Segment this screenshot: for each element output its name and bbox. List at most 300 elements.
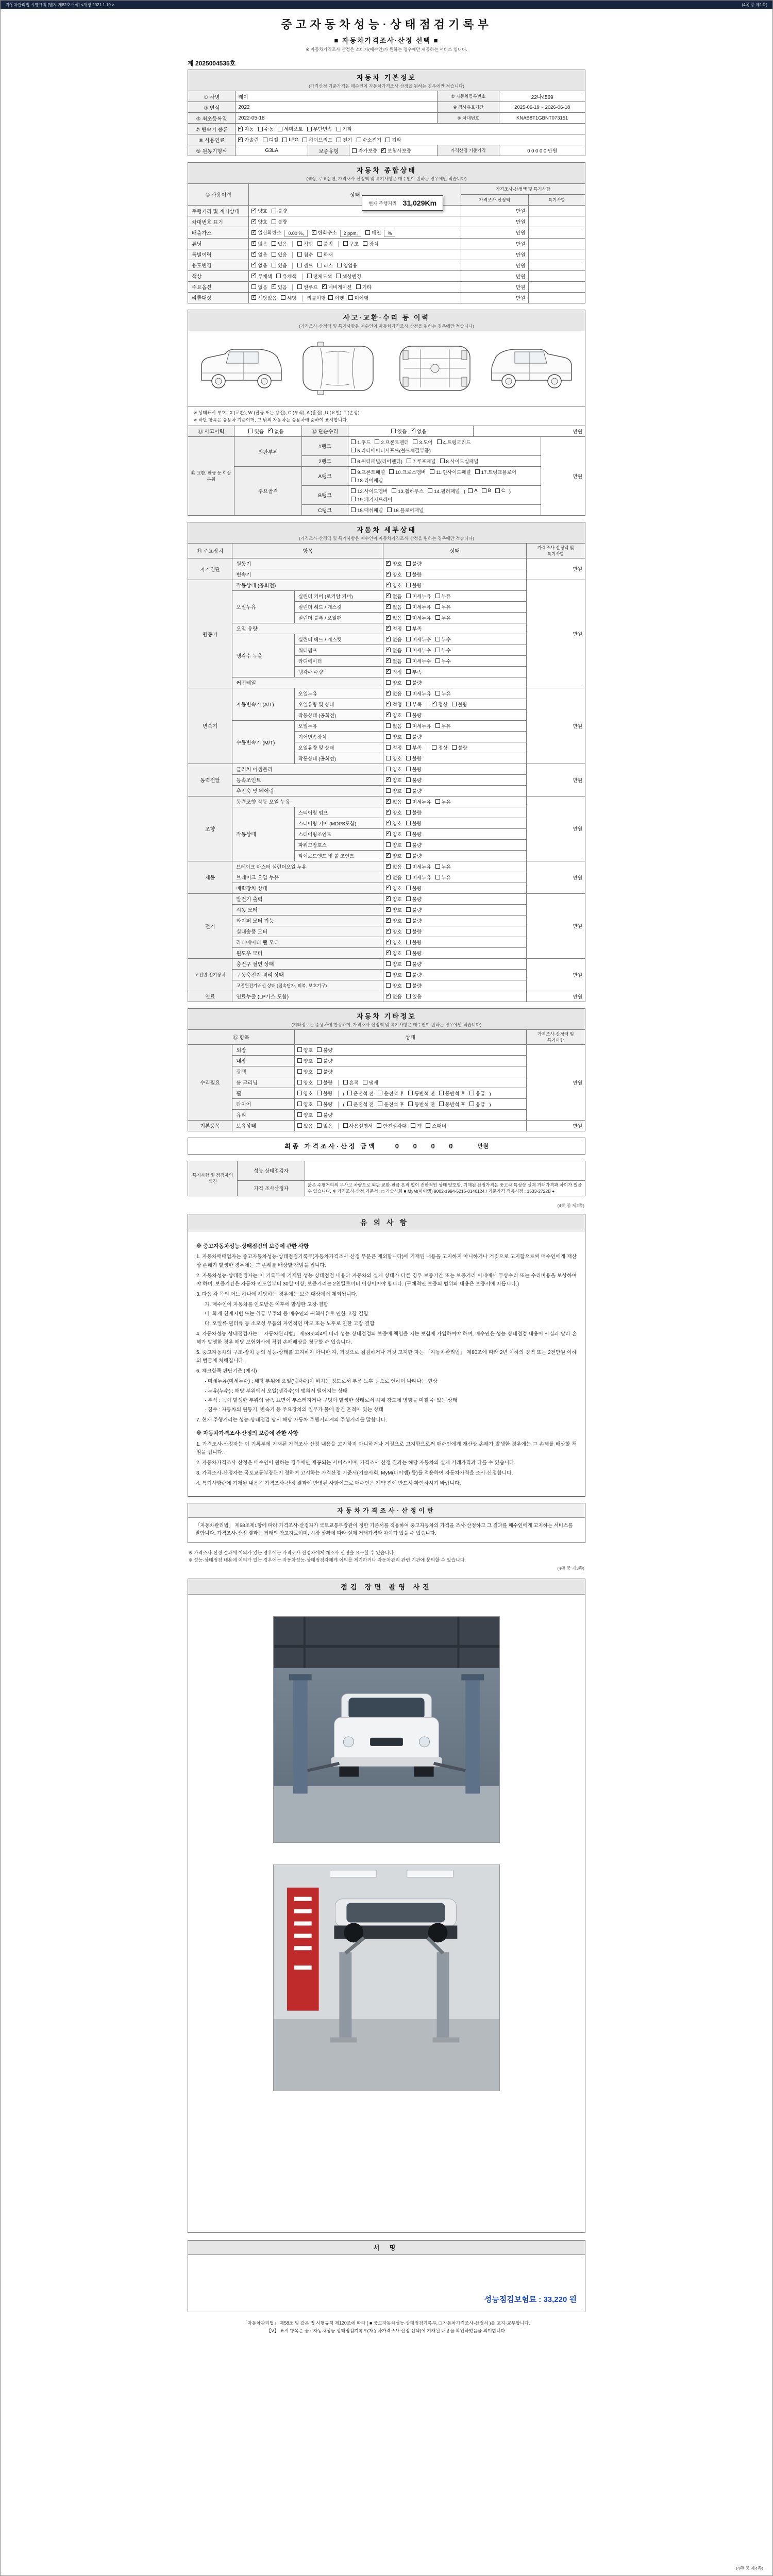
checkbox-box-icon <box>469 1091 474 1095</box>
cell: 수동변속기 (M/T) <box>232 720 294 764</box>
checkbox-box-icon <box>386 745 391 750</box>
checkbox-없음[interactable]: ✓ 없음 <box>251 251 267 258</box>
checkbox-누유[interactable]: 누유 <box>435 798 451 805</box>
cell: ⑫ 단순수리 <box>301 426 348 436</box>
checkbox-운전석 전[interactable]: 운전석 전 <box>347 1100 374 1108</box>
checkbox-box-icon <box>251 241 256 246</box>
checkbox-미세누유[interactable]: 미세누유 <box>406 592 431 600</box>
page-marker-3: (4쪽 중 제3쪽) <box>557 1565 584 1571</box>
checkbox-없음[interactable]: ✓ 없음 <box>251 240 267 247</box>
checkbox-불법[interactable]: 불법 <box>317 240 333 247</box>
notice-paragraph: 3. 다음 각 목의 어느 하나에 해당하는 경우에는 보증 대상에서 제외됩니다. <box>196 1292 358 1298</box>
checkbox-없음[interactable]: 없음 <box>251 283 267 291</box>
checkbox-box-icon <box>377 1123 381 1128</box>
cell: 구동축전지 격리 상태 <box>232 969 383 980</box>
checkbox-box-icon <box>272 284 276 289</box>
checkbox-전기[interactable]: 전기 <box>337 136 352 143</box>
checkbox-잭[interactable]: 잭 <box>411 1122 422 1129</box>
cell: 냉각수 누출 <box>232 634 294 677</box>
signature-area[interactable] <box>188 2255 585 2312</box>
checkbox-box-icon <box>386 648 391 652</box>
checkbox-부족[interactable]: 부족 <box>406 668 422 675</box>
section-notice <box>188 1214 585 1497</box>
checkbox-양호[interactable]: ✓ 양호 <box>386 928 401 935</box>
notice-paragraph: 1. 가격조사·산정자는 이 기록부에 기재된 가격조사·산정 내용을 고지하지 아니하거나 거짓으로 고지함으로써 매수인에게 재산상 손해가 발생한 경우에는 그 손해를 배상할 책임을 집니다. <box>196 1441 577 1455</box>
checkbox-불량[interactable]: 불량 <box>406 776 422 784</box>
notice-paragraph: 5. 중고자동차의 구조·장치 등의 성능·상태를 고지하지 아니한 자, 거짓으로 점검하거나 거짓 고지한 자는 「자동차관리법」 제80조에 따라 2년 이하의 징역 또는 2천만원 이하의 벌금에 처해집니다. <box>196 1350 577 1364</box>
checkbox-B[interactable]: B <box>482 488 491 494</box>
checkbox-없음[interactable]: ✓ 없음 <box>386 874 401 881</box>
cell <box>383 785 526 796</box>
checkbox-자동[interactable]: ✓ 자동 <box>238 125 254 132</box>
checkbox-불량[interactable]: 불량 <box>406 971 422 978</box>
cell: 용도변경 <box>188 260 249 270</box>
cell: 주행거리 및 계기상태 <box>188 206 249 216</box>
checkbox-누수[interactable]: 누수 <box>435 647 451 654</box>
cell: 수리필요 <box>188 1044 232 1120</box>
checkbox-없음[interactable]: ✓ 없음 <box>386 993 401 1000</box>
checkbox-box-icon <box>406 951 411 955</box>
checkbox-양호[interactable]: ✓ 양호 <box>386 852 401 859</box>
checkbox-미세누유[interactable]: 미세누유 <box>406 614 431 621</box>
checkbox-흔적[interactable]: 흔적 <box>343 1079 359 1086</box>
checkbox-정상[interactable]: ✓ 정상 <box>432 701 447 708</box>
checkbox-매연[interactable]: 매연 <box>365 229 381 236</box>
checkbox-자가보증[interactable]: 자가보증 <box>352 147 377 154</box>
section-title: 자동차 종합상태 <box>357 166 416 174</box>
checkbox-2.프론트펜더[interactable]: 2.프론트펜더 <box>375 438 409 446</box>
checkbox-box-icon <box>276 274 281 278</box>
checkbox-수동[interactable]: 수동 <box>258 125 274 132</box>
checkbox-누유[interactable]: 누유 <box>435 603 451 611</box>
checkbox-없음[interactable]: ✓ 없음 <box>386 614 401 621</box>
cell: 실린더 헤드 / 개스킷 <box>294 634 383 645</box>
checkbox-box-icon <box>278 127 282 131</box>
checkbox-없음[interactable]: 없음 <box>317 1122 332 1129</box>
checkbox-미세누수[interactable]: 미세누수 <box>406 657 431 665</box>
cell: 자동변속기 (A/T) <box>232 688 294 720</box>
checkbox-17.트렁크플로어[interactable]: 17.트렁크플로어 <box>475 468 516 476</box>
checkbox-있음[interactable]: ✓ 있음 <box>272 283 287 291</box>
checkbox-해당[interactable]: 해당 <box>281 294 296 301</box>
checkbox-불량[interactable]: 불량 <box>406 679 422 686</box>
checkbox-있음[interactable]: 있음 <box>391 428 407 435</box>
checkbox-누유[interactable]: 누유 <box>435 614 451 621</box>
checkbox-기타[interactable]: 기타 <box>385 136 401 143</box>
checkbox-불량[interactable]: 불량 <box>317 1079 332 1086</box>
notice-body <box>188 1231 585 1496</box>
checkbox-적정[interactable]: ✓ 적정 <box>386 701 401 708</box>
cell: ⑧ 사용연료 <box>188 134 236 145</box>
checkbox-box-icon <box>386 842 391 847</box>
checkbox-양호[interactable]: 양호 <box>297 1100 313 1108</box>
page-marker-4: (4쪽 중 제4쪽) <box>736 2566 763 2571</box>
cell <box>249 238 461 249</box>
checkbox-box-icon <box>386 637 391 641</box>
checkbox-18.리어패널[interactable]: 18.리어패널 <box>351 477 383 484</box>
checkbox-적법[interactable]: 적법 <box>297 240 313 247</box>
checkbox-5.라디에이터서포트(볼트체결부품)[interactable]: 5.라디에이터서포트(볼트체결부품) <box>351 447 431 454</box>
notice-paragraph: 2. 자동차성능·상태점검자는 이 기록부에 기재된 성능·상태점검 내용과 자동차의 실제 상태가 다른 경우 보증기간 또는 보증거리 이내에서 무상수리 또는 수리비용을 보상하여야 하며, 보증기간은 자동차 인도일부터 30일 이상, 보증거리는 2천킬로미터 이상이어야 합니다. (구체적인 보증의 범위와 내용은 보증서에 따릅니다.) <box>196 1273 577 1287</box>
checkbox-11.인사이드패널[interactable]: 11.인사이드패널 <box>430 468 471 476</box>
checkbox-양호[interactable]: 양호 <box>386 679 401 686</box>
checkbox-양호[interactable]: 양호 <box>386 766 401 773</box>
checkbox-양호[interactable]: 양호 <box>297 1111 313 1118</box>
checkbox-없음[interactable]: ✓ 없음 <box>386 657 401 665</box>
checkbox-하이브리드[interactable]: 하이브리드 <box>303 136 332 143</box>
checkbox-box-icon <box>263 138 267 142</box>
checkbox-적정[interactable]: ✓ 적정 <box>386 668 401 675</box>
checkbox-box-icon <box>406 777 411 782</box>
checkbox-양호[interactable]: 양호 <box>297 1068 313 1075</box>
cell <box>383 850 526 861</box>
checkbox-부족[interactable]: 부족 <box>406 744 422 751</box>
checkbox-수소전기[interactable]: 수소전기 <box>357 136 382 143</box>
inspector-opinions <box>188 1161 585 1197</box>
cell: 작동상태 <box>232 807 294 861</box>
cell: 만원 <box>461 206 529 216</box>
checkbox-불량[interactable]: 불량 <box>406 906 422 913</box>
cell <box>383 991 526 1002</box>
legend-line-1: ※ 상태표시 부호 : X (교환), W (판금 또는 용접), C (부식), A (흠집), U (요철), T (손상) <box>193 410 360 415</box>
checkbox-box-icon <box>351 448 356 452</box>
checkbox-양호[interactable]: ✓ 양호 <box>386 776 401 784</box>
checkbox-없음[interactable]: ✓ 없음 <box>268 428 283 435</box>
checkbox-불량[interactable]: 불량 <box>272 207 287 214</box>
checkbox-영업용[interactable]: 영업용 <box>337 262 358 269</box>
cell: 주요골격 <box>234 466 302 515</box>
checkbox-동반석 후[interactable]: 동반석 후 <box>439 1090 465 1097</box>
checkbox-적정[interactable]: 적정 <box>386 744 401 751</box>
checkbox-양호[interactable]: 양호 <box>386 755 401 762</box>
checkbox-양호[interactable]: ✓ 양호 <box>386 711 401 719</box>
checkbox-불량[interactable]: 불량 <box>272 218 287 225</box>
checkbox-8.사이드실패널[interactable]: 8.사이드실패널 <box>440 457 479 465</box>
checkbox-미세누유[interactable]: 미세누유 <box>406 690 431 697</box>
cell: 양호 불량 ( 운전석 전 운전석 후 동반석 전 동반석 후 응급 ) <box>294 1088 526 1098</box>
checkbox-없음[interactable]: ✓ 없음 <box>411 428 426 435</box>
cell: 만원 <box>461 260 529 270</box>
checkbox-양호[interactable]: ✓ 양호 <box>386 950 401 957</box>
checkbox-불량[interactable]: 불량 <box>406 766 422 773</box>
cell: 만원 <box>526 958 585 991</box>
cell: 만원 <box>526 688 585 764</box>
checkbox-LPG[interactable]: LPG <box>282 137 298 143</box>
checkbox-누유[interactable]: 누유 <box>435 722 451 730</box>
checkbox-네비게이션[interactable]: ✓ 네비게이션 <box>322 283 352 291</box>
cell <box>383 980 526 991</box>
checkbox-box-icon <box>386 799 391 804</box>
cell <box>383 655 526 666</box>
checkbox-없음[interactable]: ✓ 없음 <box>386 863 401 870</box>
checkbox-미세누수[interactable]: 미세누수 <box>406 647 431 654</box>
checkbox-미세누유[interactable]: 미세누유 <box>406 863 431 870</box>
checkbox-있음[interactable]: 있음 <box>272 251 287 258</box>
checkbox-없음[interactable]: ✓ 없음 <box>386 647 401 654</box>
page-subtitle-note: ※ 자동차가격조사·산정은 소비자(매수인)가 원하는 경우에만 제공하는 서비스 입니다. <box>306 47 467 52</box>
checkbox-불량[interactable]: 불량 <box>406 950 422 957</box>
checkbox-화재[interactable]: 화재 <box>317 251 333 258</box>
checkbox-불량[interactable]: 불량 <box>317 1046 332 1054</box>
checkbox-불량[interactable]: 불량 <box>406 787 422 794</box>
checkbox-운전석 후[interactable]: 운전석 후 <box>378 1090 404 1097</box>
checkbox-box-icon <box>343 1080 348 1084</box>
checkbox-사용설명서[interactable]: 사용설명서 <box>343 1122 373 1129</box>
checkbox-불량[interactable]: 불량 <box>317 1100 332 1108</box>
checkbox-불량[interactable]: 불량 <box>406 895 422 903</box>
checkbox-box-icon <box>386 604 391 609</box>
checkbox-탄화수소[interactable]: ✓ 탄화수소 <box>312 229 337 236</box>
checkbox-미세누수[interactable]: 미세누수 <box>406 636 431 643</box>
checkbox-양호[interactable]: ✓ 양호 <box>386 582 401 589</box>
checkbox-없음[interactable]: ✓ 없음 <box>251 262 267 269</box>
section-etc-header <box>188 1008 585 1029</box>
checkbox-세미오토[interactable]: 세미오토 <box>278 125 303 132</box>
checkbox-1.후드[interactable]: 1.후드 <box>351 438 371 446</box>
checkbox-있음[interactable]: 있음 <box>272 262 287 269</box>
checkbox-불량[interactable]: 불량 <box>317 1111 332 1118</box>
checkbox-냄새[interactable]: 냄새 <box>363 1079 378 1086</box>
checkbox-무채색[interactable]: ✓ 무채색 <box>251 273 272 280</box>
cell <box>383 872 526 883</box>
checkbox-불량[interactable]: 불량 <box>406 733 422 740</box>
checkbox-7.루프패널[interactable]: 7.루프패널 <box>407 457 436 465</box>
checkbox-box-icon <box>435 604 440 609</box>
checkbox-box-icon <box>386 777 391 782</box>
cell <box>383 828 526 839</box>
notice-paragraph: 3. 가격조사·산정자는 국토교통부장관이 정하여 고시하는 가격산정 기준서(기술사회, MyM(마이엠) 등)를 적용하여 자동차가격을 조사·산정합니다. <box>196 1470 513 1477</box>
checkbox-불량[interactable]: 불량 <box>406 560 422 567</box>
checkbox-box-icon <box>303 138 307 142</box>
checkbox-양호[interactable]: 양호 <box>386 841 401 849</box>
checkbox-양호[interactable]: 양호 <box>386 960 401 968</box>
checkbox-불량[interactable]: 불량 <box>406 809 422 816</box>
checkbox-안전삼각대[interactable]: 안전삼각대 <box>377 1122 407 1129</box>
cell <box>383 623 526 634</box>
checkbox-box-icon <box>317 252 322 257</box>
checkbox-없음[interactable]: 없음 <box>386 722 401 730</box>
checkbox-불량[interactable]: 불량 <box>406 831 422 838</box>
checkbox-기타[interactable]: 기타 <box>337 125 352 132</box>
cell: 색상 <box>188 270 249 281</box>
checkbox-누유[interactable]: 누유 <box>435 863 451 870</box>
checkbox-불량[interactable]: 불량 <box>406 928 422 935</box>
checkbox-응급[interactable]: 응급 <box>469 1100 485 1108</box>
checkbox-box-icon <box>386 723 391 728</box>
checkbox-양호[interactable]: ✓ 양호 <box>386 939 401 946</box>
checkbox-해당없음[interactable]: ✓ 해당없음 <box>251 294 277 301</box>
checkbox-양호[interactable]: ✓ 양호 <box>386 917 401 924</box>
checkbox-부족[interactable]: 부족 <box>406 701 422 708</box>
checkbox-없음[interactable]: ✓ 없음 <box>386 636 401 643</box>
checkbox-13.휠하우스[interactable]: 13.휠하우스 <box>392 487 424 495</box>
checkbox-있음[interactable]: 있음 <box>297 1122 313 1129</box>
checkbox-미세누유[interactable]: 미세누유 <box>406 603 431 611</box>
checkbox-불량[interactable]: 불량 <box>406 841 422 849</box>
checkbox-불량[interactable]: 불량 <box>452 744 467 751</box>
checkbox-누수[interactable]: 누수 <box>435 636 451 643</box>
checkbox-장치[interactable]: 장치 <box>363 240 378 247</box>
cell <box>383 731 526 742</box>
checkbox-미세누유[interactable]: 미세누유 <box>406 798 431 805</box>
checkbox-양호[interactable]: ✓ 양호 <box>386 906 401 913</box>
checkbox-양호[interactable]: ✓ 양호 <box>386 831 401 838</box>
checkbox-있음[interactable]: 있음 <box>272 240 287 247</box>
checkbox-양호[interactable]: ✓ 양호 <box>386 571 401 578</box>
checkbox-일산화탄소[interactable]: ✓ 일산화탄소 <box>251 229 281 236</box>
notice-paragraph: · 침수 : 자동차의 원동기, 변속기 등 주요장치의 일부가 물에 잠긴 흔적이 있는 상태 <box>205 1406 383 1413</box>
checkbox-양호[interactable]: 양호 <box>386 971 401 978</box>
checkbox-기타[interactable]: 기타 <box>356 283 372 291</box>
checkbox-정상[interactable]: 정상 <box>432 744 447 751</box>
checkbox-양호[interactable]: ✓ 양호 <box>251 207 267 214</box>
checkbox-불량[interactable]: 불량 <box>406 982 422 989</box>
cell: 휠 <box>232 1088 294 1098</box>
checkbox-불량[interactable]: 불량 <box>406 885 422 892</box>
checkbox-이행[interactable]: 이행 <box>328 294 344 301</box>
checkbox-box-icon <box>348 295 353 300</box>
checkbox-디젤[interactable]: 디젤 <box>263 136 278 143</box>
checkbox-운전석 후[interactable]: 운전석 후 <box>378 1100 404 1108</box>
checkbox-없음[interactable]: ✓ 없음 <box>386 798 401 805</box>
checkbox-누유[interactable]: 누유 <box>435 592 451 600</box>
cell: 만원 <box>526 991 585 1002</box>
checkbox-양호[interactable]: 양호 <box>297 1046 313 1054</box>
checkbox-12.사이드멤버[interactable]: 12.사이드멤버 <box>351 487 388 495</box>
checkbox-양호[interactable]: ✓ 양호 <box>386 560 401 567</box>
checkbox-불량[interactable]: 불량 <box>406 939 422 946</box>
cell: 타이어 <box>232 1098 294 1109</box>
checkbox-불량[interactable]: 불량 <box>406 960 422 968</box>
checkbox-불량[interactable]: 불량 <box>317 1090 332 1097</box>
checkbox-불량[interactable]: 불량 <box>406 917 422 924</box>
checkbox-운전석 전[interactable]: 운전석 전 <box>347 1090 374 1097</box>
checkbox-양호[interactable]: 양호 <box>297 1079 313 1086</box>
checkbox-A[interactable]: A <box>468 488 477 494</box>
checkbox-불량[interactable]: 불량 <box>406 582 422 589</box>
checkbox-box-icon <box>406 691 411 696</box>
checkbox-C[interactable]: C <box>495 488 505 494</box>
cell: 룸 크리닝 <box>232 1077 294 1088</box>
checkbox-10.크로스멤버[interactable]: 10.크로스멤버 <box>389 468 426 476</box>
checkbox-3.도어[interactable]: 3.도어 <box>413 438 432 446</box>
checkbox-없음[interactable]: ✓ 없음 <box>386 603 401 611</box>
checkbox-있음[interactable]: 있음 <box>406 993 422 1000</box>
checkbox-불량[interactable]: 불량 <box>406 711 422 719</box>
checkbox-전체도색[interactable]: 전체도색 <box>307 273 332 280</box>
checkbox-썬루프[interactable]: 썬루프 <box>297 283 318 291</box>
checkbox-14.필러패널[interactable]: 14.필러패널 <box>428 487 460 495</box>
checkbox-동반석 후[interactable]: 동반석 후 <box>439 1100 465 1108</box>
notice-paragraph: 1. 자동차매매업자는 중고자동차성능·상태점검기록부(자동차가격조사·산정 부분은 제외합니다)에 기재된 내용을 고지하지 아니하거나 거짓으로 고지함으로써 매수인에게 재산상 손해가 발생한 경우에는 그 손해를 배상할 책임을 집니다. <box>196 1254 577 1268</box>
checkbox-19.패키지트레이[interactable]: 19.패키지트레이 <box>351 496 392 503</box>
cell: 오일누유 <box>232 590 294 623</box>
final-appraisal-row <box>188 1138 585 1155</box>
checkbox-가솔린[interactable]: ✓ 가솔린 <box>238 136 259 143</box>
checkbox-양호[interactable]: ✓ 양호 <box>251 218 267 225</box>
checkbox-미세누유[interactable]: 미세누유 <box>406 722 431 730</box>
checkbox-6.쿼터패널(리어펜더)[interactable]: 6.쿼터패널(리어펜더) <box>351 457 402 465</box>
checkbox-4.트렁크리드[interactable]: 4.트렁크리드 <box>437 438 471 446</box>
checkbox-양호[interactable]: 양호 <box>386 982 401 989</box>
checkbox-box-icon <box>435 799 440 804</box>
checkbox-16.플로어패널[interactable]: 16.플로어패널 <box>387 506 424 514</box>
checkbox-15.대쉬패널[interactable]: 15.대쉬패널 <box>351 506 383 514</box>
checkbox-누유[interactable]: 누유 <box>435 690 451 697</box>
checkbox-양호[interactable]: 양호 <box>297 1090 313 1097</box>
cell: 만원 <box>526 580 585 688</box>
checkbox-양호[interactable]: 양호 <box>386 787 401 794</box>
checkbox-box-icon <box>435 864 440 869</box>
checkbox-무단변속[interactable]: 무단변속 <box>307 125 332 132</box>
checkbox-적정[interactable]: ✓ 적정 <box>386 625 401 632</box>
checkbox-box-icon <box>406 994 411 998</box>
checkbox-불량[interactable]: 불량 <box>406 852 422 859</box>
checkbox-불량[interactable]: 불량 <box>406 571 422 578</box>
checkbox-불량[interactable]: 불량 <box>317 1068 332 1075</box>
checkbox-없음[interactable]: ✓ 없음 <box>386 690 401 697</box>
checkbox-양호[interactable]: 양호 <box>297 1057 313 1064</box>
cell: 충전구 절연 상태 <box>232 958 383 969</box>
cell <box>249 270 461 281</box>
checkbox-양호[interactable]: ✓ 양호 <box>386 885 401 892</box>
checkbox-box-icon <box>386 929 391 934</box>
appraiser-opinion: 짧은 주행거리의 무사고 차량으로 외판 교환·판금 흔적 없이 전반적인 상태 양호함. 기재된 산정가격은 중고차 특성상 실제 거래가격과 차이가 있을 수 있습니다. ※ 가격조사·산정 기준서 : □ 기술사회 ■ MyM(마이엠) 9002-1994-5215-0146124 / 기준가격 적용시점 : 1533-2722B ● <box>305 1180 585 1196</box>
cell <box>383 764 526 774</box>
checkbox-box-icon <box>307 127 312 131</box>
checkbox-양호[interactable]: ✓ 양호 <box>386 809 401 816</box>
checkbox-침수[interactable]: 침수 <box>297 251 313 258</box>
checkbox-색상변경[interactable]: 색상변경 <box>336 273 361 280</box>
checkbox-누수[interactable]: 누수 <box>435 657 451 665</box>
checkbox-스패너[interactable]: 스패너 <box>426 1122 446 1129</box>
price-definition-note-1: ※ 가격조사·산정 결과에 이의가 있는 경우에는 가격조사·산정자에게 재조사·산정을 요구할 수 있습니다. <box>189 1550 395 1555</box>
checkbox-부족[interactable]: 부족 <box>406 625 422 632</box>
section-note: (가격조사·산정액 및 특기사항은 매수인이 자동차가격조사·산정을 원하는 경우에만 적습니다) <box>299 323 474 329</box>
cell: 내장 <box>232 1055 294 1066</box>
checkbox-box-icon <box>386 713 391 717</box>
checkbox-양호[interactable]: 양호 <box>386 733 401 740</box>
checkbox-없음[interactable]: ✓ 없음 <box>386 592 401 600</box>
checkbox-동반석 전[interactable]: 동반석 전 <box>408 1090 434 1097</box>
checkbox-응급[interactable]: 응급 <box>469 1090 485 1097</box>
checkbox-미이행[interactable]: 미이행 <box>348 294 369 301</box>
checkbox-미세누유[interactable]: 미세누유 <box>406 874 431 881</box>
checkbox-렌트[interactable]: 렌트 <box>297 262 313 269</box>
checkbox-구조[interactable]: 구조 <box>343 240 359 247</box>
checkbox-9.프론트패널[interactable]: 9.프론트패널 <box>351 468 385 476</box>
checkbox-box-icon <box>435 648 440 652</box>
checkbox-유채색[interactable]: 유채색 <box>276 273 297 280</box>
checkbox-불량[interactable]: 불량 <box>406 820 422 827</box>
checkbox-불량[interactable]: 불량 <box>452 701 467 708</box>
cell: 만원 <box>461 292 529 303</box>
checkbox-보험사보증[interactable]: ✓ 보험사보증 <box>381 147 411 154</box>
checkbox-box-icon <box>336 274 341 278</box>
cell <box>383 601 526 612</box>
checkbox-불량[interactable]: 불량 <box>406 755 422 762</box>
cell <box>348 504 541 515</box>
checkbox-리스[interactable]: 리스 <box>317 262 333 269</box>
checkbox-동반석 전[interactable]: 동반석 전 <box>408 1100 434 1108</box>
checkbox-있음[interactable]: 있음 <box>248 428 264 435</box>
checkbox-양호[interactable]: ✓ 양호 <box>386 820 401 827</box>
inspector-opinions-table <box>188 1161 585 1197</box>
current-mileage-value: 31,029Km <box>402 199 437 207</box>
checkbox-양호[interactable]: ✓ 양호 <box>386 895 401 903</box>
checkbox-누유[interactable]: 누유 <box>435 874 451 881</box>
checkbox-불량[interactable]: 불량 <box>317 1057 332 1064</box>
